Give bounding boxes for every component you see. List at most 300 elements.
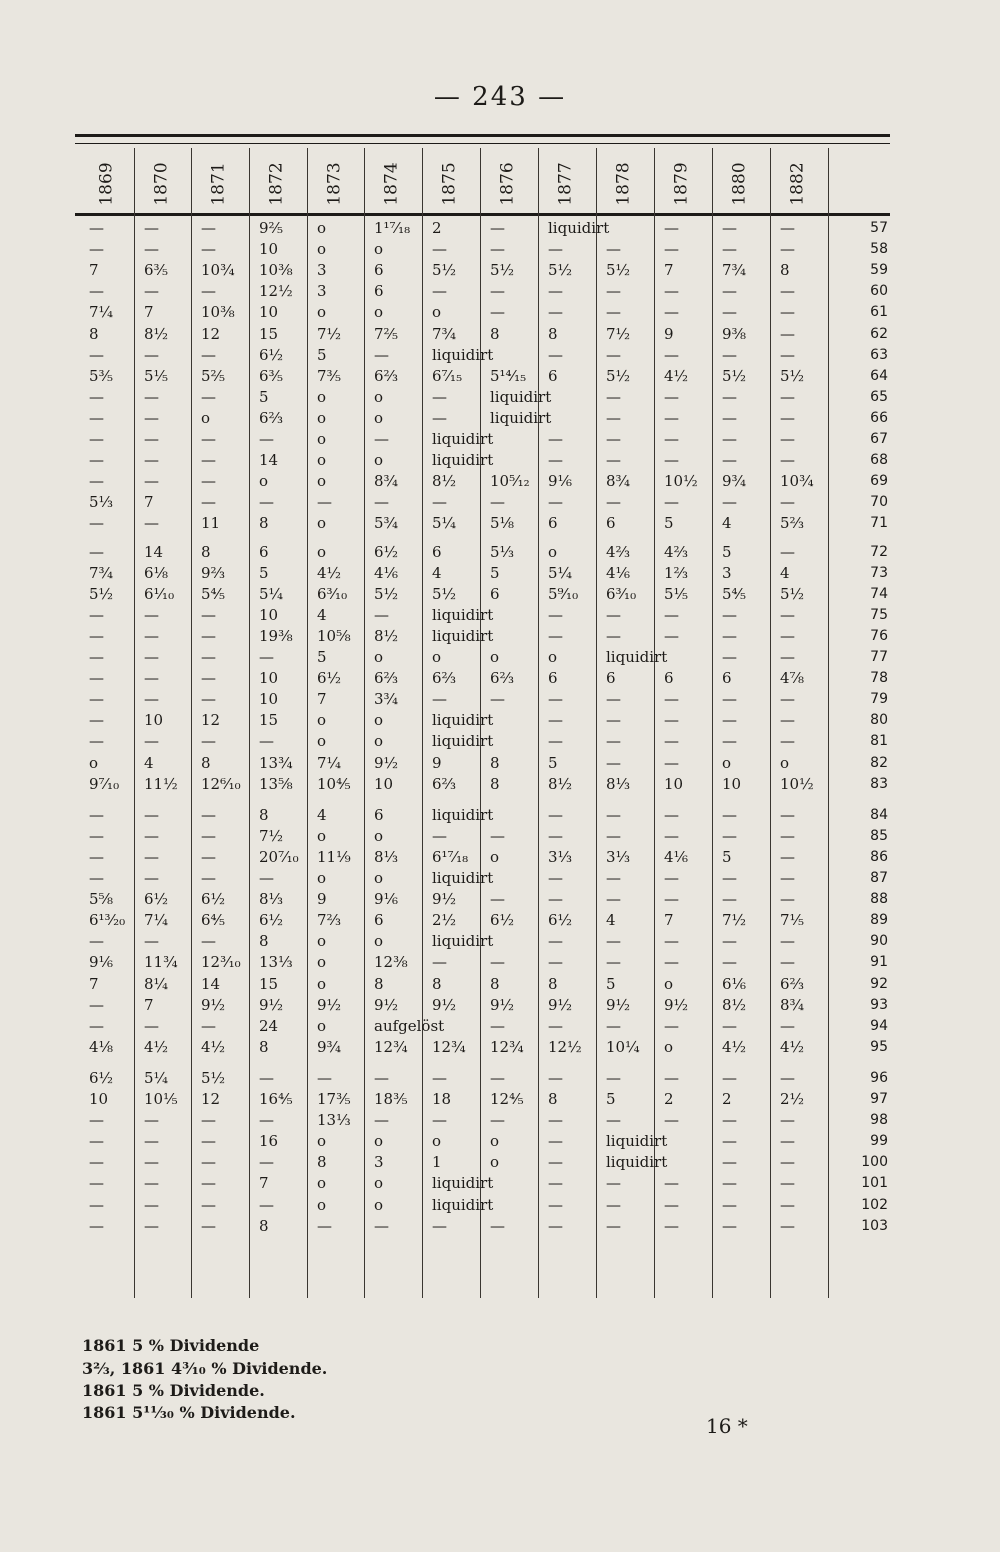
table-cell: —: [606, 805, 621, 824]
table-cell: —: [606, 1195, 621, 1214]
table-cell: 20⁷⁄₁₀: [259, 847, 299, 866]
table-cell: 5¼: [144, 1068, 169, 1087]
table-cell: —: [432, 953, 447, 972]
table-cell: —: [89, 240, 104, 259]
table-cell: o: [317, 387, 327, 406]
table-cell: 6: [606, 669, 616, 688]
table-cell: —: [548, 690, 563, 709]
table-cell: —: [259, 1195, 274, 1214]
table-cell: —: [89, 1153, 104, 1172]
table-cell: —: [201, 219, 216, 237]
table-cell: o: [664, 974, 674, 993]
table-cell: 5⅓: [89, 493, 114, 512]
table-cell: 8: [374, 974, 384, 993]
table-cell: —: [606, 890, 621, 909]
table-cell: o: [722, 753, 732, 772]
table-cell: o: [374, 648, 384, 666]
table-cell: liquidirt: [490, 408, 552, 427]
table-cell: 8¾: [374, 472, 399, 491]
table-cell: —: [548, 626, 563, 645]
table-cell: 14: [144, 542, 164, 561]
table-cell: —: [201, 669, 216, 688]
row-number: 75: [870, 606, 888, 623]
table-cell: —: [722, 690, 737, 709]
table-cell: aufgelöst: [374, 1016, 445, 1035]
table-cell: 5: [259, 387, 269, 406]
year-header-label: 1874: [382, 162, 403, 206]
table-cell: —: [89, 345, 104, 364]
table-cell: —: [780, 345, 795, 364]
table-cell: 9¾: [722, 472, 747, 491]
table-cell: 9½: [548, 995, 573, 1014]
footnote-2: 3⅔, 1861 4³⁄₁₀ % Dividende.: [82, 1359, 328, 1378]
table-cell: —: [201, 430, 216, 448]
top-rule: [75, 134, 890, 137]
table-cell: o: [317, 953, 327, 972]
table-cell: —: [144, 826, 159, 845]
table-cell: —: [722, 1153, 737, 1172]
table-cell: —: [201, 1195, 216, 1214]
table-cell: —: [89, 408, 104, 427]
table-cell: —: [490, 240, 505, 259]
table-cell: —: [89, 1016, 104, 1035]
table-cell: o: [432, 1132, 442, 1151]
table-cell: 10: [374, 774, 394, 793]
table-cell: 9⅔: [201, 563, 226, 582]
table-cell: —: [144, 282, 159, 301]
table-cell: —: [490, 303, 505, 322]
table-cell: 9½: [432, 995, 457, 1014]
table-cell: —: [780, 542, 795, 561]
table-cell: 7: [89, 261, 99, 280]
table-cell: —: [664, 303, 679, 322]
top-rule-thin: [75, 143, 890, 144]
table-cell: 8½: [722, 995, 747, 1014]
row-number: 81: [870, 733, 888, 750]
table-cell: 5: [490, 563, 500, 582]
table-cell: —: [780, 711, 795, 730]
table-cell: 8: [259, 514, 269, 533]
table-cell: o: [317, 1174, 327, 1193]
table-cell: —: [606, 1068, 621, 1087]
year-header: [315, 158, 355, 210]
table-cell: —: [664, 1068, 679, 1087]
table-cell: 5⅕: [664, 584, 689, 603]
table-cell: —: [606, 1016, 621, 1035]
table-cell: 6⅗: [144, 261, 169, 280]
table-cell: 4½: [722, 1037, 747, 1056]
table-cell: —: [606, 303, 621, 322]
table-cell: —: [548, 826, 563, 845]
table-cell: 8: [259, 932, 269, 951]
table-cell: —: [490, 826, 505, 845]
table-cell: 10⅝: [317, 626, 351, 645]
table-cell: 7: [89, 974, 99, 993]
table-cell: —: [259, 869, 274, 887]
table-cell: 6⅙: [722, 974, 747, 993]
table-cell: 9½: [374, 995, 399, 1014]
table-cell: liquidirt: [432, 805, 494, 824]
table-cell: 24: [259, 1016, 279, 1035]
table-cell: —: [490, 1068, 505, 1087]
table-cell: 12³⁄₁₀: [201, 953, 241, 972]
table-cell: 15: [259, 974, 279, 993]
table-cell: —: [432, 690, 447, 709]
table-cell: 10: [259, 240, 279, 259]
table-cell: 3: [722, 563, 732, 582]
table-cell: 12⅜: [374, 953, 408, 972]
table-cell: —: [201, 472, 216, 491]
table-cell: —: [548, 605, 563, 624]
row-number: 66: [870, 409, 888, 426]
table-cell: —: [259, 1153, 274, 1172]
table-cell: 6½: [317, 669, 342, 688]
table-cell: —: [201, 282, 216, 301]
table-cell: 6: [664, 669, 674, 688]
year-header: [604, 158, 644, 210]
table-cell: —: [606, 345, 621, 364]
table-cell: —: [144, 514, 159, 533]
table-cell: 7: [317, 690, 327, 709]
table-cell: 6½: [259, 911, 284, 930]
table-cell: o: [317, 732, 327, 751]
table-cell: —: [722, 953, 737, 972]
table-cell: 9¾: [317, 1037, 342, 1056]
table-cell: 5½: [374, 584, 399, 603]
table-cell: 6⅔: [374, 669, 399, 688]
table-cell: 5½: [780, 366, 805, 385]
table-cell: 5¼: [548, 563, 573, 582]
table-cell: 5⅖: [201, 366, 226, 385]
table-cell: —: [664, 1195, 679, 1214]
row-number: 72: [870, 543, 888, 560]
table-cell: —: [548, 240, 563, 259]
table-cell: 18⅗: [374, 1090, 408, 1108]
table-cell: liquidirt: [432, 732, 494, 751]
table-cell: —: [722, 1111, 737, 1130]
table-cell: —: [664, 408, 679, 427]
table-cell: —: [144, 732, 159, 751]
table-cell: —: [722, 1174, 737, 1193]
table-cell: 5: [606, 974, 616, 993]
table-cell: 13⅝: [259, 774, 293, 793]
table-cell: —: [780, 1132, 795, 1151]
table-cell: —: [722, 1068, 737, 1087]
table-cell: 7: [144, 493, 154, 512]
table-cell: liquidirt: [432, 430, 494, 448]
table-cell: 7¾: [722, 261, 747, 280]
table-cell: —: [548, 711, 563, 730]
table-cell: liquidirt: [432, 711, 494, 730]
table-cell: —: [606, 869, 621, 887]
table-cell: o: [374, 932, 384, 951]
table-cell: 5⅘: [201, 584, 226, 603]
row-number: 87: [870, 870, 888, 886]
table-cell: 12: [201, 324, 221, 343]
table-cell: 9½: [317, 995, 342, 1014]
table-cell: —: [780, 1174, 795, 1193]
table-cell: 5: [317, 648, 327, 666]
table-cell: —: [89, 1132, 104, 1151]
table-cell: 4⅙: [606, 563, 631, 582]
table-cell: —: [780, 282, 795, 301]
page-number-header: — 243 —: [433, 82, 567, 112]
table-cell: —: [722, 711, 737, 730]
table-cell: o: [664, 1037, 674, 1056]
table-cell: —: [780, 626, 795, 645]
table-cell: 6: [548, 669, 558, 688]
table-cell: 10: [259, 303, 279, 322]
table-cell: o: [317, 303, 327, 322]
table-cell: 5½: [548, 261, 573, 280]
table-cell: —: [664, 953, 679, 972]
column-divider: [191, 148, 192, 1298]
row-number: 60: [870, 283, 888, 300]
table-cell: 5¾: [374, 514, 399, 533]
table-cell: o: [780, 753, 790, 772]
table-cell: 10½: [780, 774, 814, 793]
table-cell: —: [780, 732, 795, 751]
table-cell: 9: [664, 324, 674, 343]
table-cell: 13¾: [259, 753, 293, 772]
table-cell: —: [548, 345, 563, 364]
table-cell: —: [144, 1153, 159, 1172]
row-number: 64: [870, 367, 888, 384]
table-cell: 5¹⁴⁄₁₅: [490, 366, 527, 385]
table-cell: —: [664, 430, 679, 448]
table-cell: —: [780, 408, 795, 427]
table-cell: —: [432, 240, 447, 259]
table-cell: 6½: [201, 890, 226, 909]
table-cell: —: [780, 240, 795, 259]
table-cell: o: [548, 648, 558, 666]
table-cell: 10: [259, 669, 279, 688]
table-cell: 4: [144, 753, 154, 772]
table-cell: —: [606, 493, 621, 512]
table-cell: —: [201, 1153, 216, 1172]
table-cell: —: [664, 805, 679, 824]
table-cell: —: [432, 1216, 447, 1235]
table-cell: —: [780, 387, 795, 406]
table-cell: liquidirt: [432, 345, 494, 364]
row-number: 69: [870, 473, 888, 490]
table-cell: 7¼: [144, 911, 169, 930]
table-cell: —: [201, 847, 216, 866]
table-cell: 8: [259, 805, 269, 824]
table-cell: 7: [664, 261, 674, 280]
table-cell: 1¹⁷⁄₁₈: [374, 219, 411, 237]
year-header-label: 1877: [556, 162, 577, 206]
table-cell: —: [780, 303, 795, 322]
table-cell: o: [432, 648, 442, 666]
table-cell: 5½: [89, 584, 114, 603]
table-cell: —: [664, 493, 679, 512]
table-cell: 6³⁄₁₀: [317, 584, 348, 603]
row-number: 78: [870, 670, 888, 687]
table-cell: 5: [606, 1090, 616, 1108]
table-cell: 6⅔: [780, 974, 805, 993]
table-cell: —: [722, 219, 737, 237]
table-cell: 8¾: [780, 995, 805, 1014]
table-cell: —: [780, 1111, 795, 1130]
table-cell: 9: [317, 890, 327, 909]
table-cell: 4½: [317, 563, 342, 582]
table-cell: —: [664, 605, 679, 624]
table-cell: 7¼: [317, 753, 342, 772]
table-cell: —: [144, 430, 159, 448]
table-cell: —: [722, 345, 737, 364]
table-cell: 7½: [606, 324, 631, 343]
table-cell: 8: [432, 974, 442, 993]
table-cell: 4⅙: [664, 847, 689, 866]
table-cell: —: [780, 690, 795, 709]
table-cell: —: [490, 690, 505, 709]
table-cell: —: [606, 1216, 621, 1235]
table-cell: —: [606, 826, 621, 845]
table-cell: —: [374, 605, 389, 624]
footnote-1: 1861 5 % Dividende: [82, 1336, 260, 1355]
year-header-label: 1876: [498, 162, 519, 206]
table-cell: 5½: [201, 1068, 226, 1087]
table-cell: —: [89, 514, 104, 533]
column-divider: [654, 148, 655, 1298]
table-cell: 6: [548, 366, 558, 385]
table-cell: 8: [317, 1153, 327, 1172]
table-cell: 11¾: [144, 953, 178, 972]
table-cell: 6: [374, 805, 384, 824]
table-cell: 4½: [664, 366, 689, 385]
year-header: [199, 158, 239, 210]
table-cell: —: [259, 648, 274, 666]
table-cell: 12¾: [374, 1037, 408, 1056]
table-cell: o: [374, 1195, 384, 1214]
table-cell: —: [201, 1174, 216, 1193]
table-cell: 12⅘: [490, 1090, 524, 1108]
table-cell: —: [89, 542, 104, 561]
table-cell: —: [432, 387, 447, 406]
table-cell: —: [259, 430, 274, 448]
table-cell: 6: [490, 584, 500, 603]
table-cell: —: [606, 932, 621, 951]
table-cell: 10: [664, 774, 684, 793]
table-cell: 6¹⁄₁₀: [144, 584, 175, 603]
table-cell: 6⅔: [490, 669, 515, 688]
table-cell: —: [201, 648, 216, 666]
table-cell: —: [780, 1195, 795, 1214]
column-divider: [364, 148, 365, 1298]
table-cell: —: [490, 493, 505, 512]
table-cell: 5: [548, 753, 558, 772]
table-cell: —: [144, 387, 159, 406]
table-cell: o: [317, 1132, 327, 1151]
table-cell: —: [548, 282, 563, 301]
table-cell: —: [664, 387, 679, 406]
row-number: 82: [870, 754, 888, 771]
table-cell: —: [89, 387, 104, 406]
table-cell: —: [722, 282, 737, 301]
table-cell: 8: [259, 1037, 269, 1056]
table-cell: —: [664, 345, 679, 364]
table-cell: 4: [317, 605, 327, 624]
table-cell: 7: [144, 995, 154, 1014]
table-cell: —: [722, 1195, 737, 1214]
table-cell: —: [89, 732, 104, 751]
table-cell: —: [780, 605, 795, 624]
table-cell: —: [780, 1068, 795, 1087]
table-cell: 8: [490, 753, 500, 772]
table-cell: 14: [201, 974, 221, 993]
row-number: 83: [870, 775, 888, 792]
table-cell: o: [317, 1195, 327, 1214]
table-cell: liquidirt: [432, 626, 494, 645]
year-header: [257, 158, 297, 210]
table-cell: 1: [432, 1153, 442, 1172]
table-cell: 10⅘: [317, 774, 351, 793]
table-cell: —: [548, 869, 563, 887]
table-cell: 12⁶⁄₁₀: [201, 774, 241, 793]
column-divider: [422, 148, 423, 1298]
table-cell: 11: [201, 514, 221, 533]
table-cell: 6½: [374, 542, 399, 561]
table-cell: —: [259, 493, 274, 512]
table-cell: o: [317, 974, 327, 993]
table-cell: 8: [201, 753, 211, 772]
table-cell: —: [664, 282, 679, 301]
table-cell: 6⅔: [259, 408, 284, 427]
table-cell: liquidirt: [606, 1153, 668, 1172]
table-cell: —: [780, 953, 795, 972]
table-cell: 1⅔: [664, 563, 689, 582]
table-cell: 6½: [144, 890, 169, 909]
table-cell: 2: [722, 1090, 732, 1108]
table-cell: —: [374, 345, 389, 364]
table-cell: 16: [259, 1132, 279, 1151]
table-cell: —: [432, 282, 447, 301]
table-cell: —: [89, 669, 104, 688]
table-cell: —: [144, 669, 159, 688]
table-cell: 5⅗: [89, 366, 114, 385]
column-divider: [249, 148, 250, 1298]
row-number: 77: [870, 649, 888, 665]
table-cell: —: [548, 430, 563, 448]
table-cell: —: [432, 1111, 447, 1130]
year-header: [662, 158, 702, 210]
table-cell: 5⅝: [89, 890, 114, 909]
row-number: 68: [870, 452, 888, 469]
table-cell: 4: [780, 563, 790, 582]
table-cell: —: [89, 1216, 104, 1235]
year-header-label: 1880: [730, 162, 751, 206]
table-cell: o: [317, 869, 327, 887]
row-number: 90: [870, 933, 888, 950]
table-cell: —: [722, 430, 737, 448]
table-cell: 5⁹⁄₁₀: [548, 584, 579, 603]
table-cell: 6: [374, 911, 384, 930]
table-cell: o: [317, 451, 327, 470]
table-cell: o: [490, 1132, 500, 1151]
table-cell: 8: [490, 774, 500, 793]
table-cell: —: [144, 605, 159, 624]
table-cell: —: [664, 1216, 679, 1235]
row-number: 59: [870, 262, 888, 279]
table-cell: 6¹³⁄₂₀: [89, 911, 126, 930]
table-cell: —: [89, 1195, 104, 1214]
table-cell: —: [780, 1153, 795, 1172]
table-cell: 10: [89, 1090, 109, 1108]
table-cell: o: [317, 711, 327, 730]
table-cell: 6½: [490, 911, 515, 930]
table-cell: 13⅓: [259, 953, 293, 972]
